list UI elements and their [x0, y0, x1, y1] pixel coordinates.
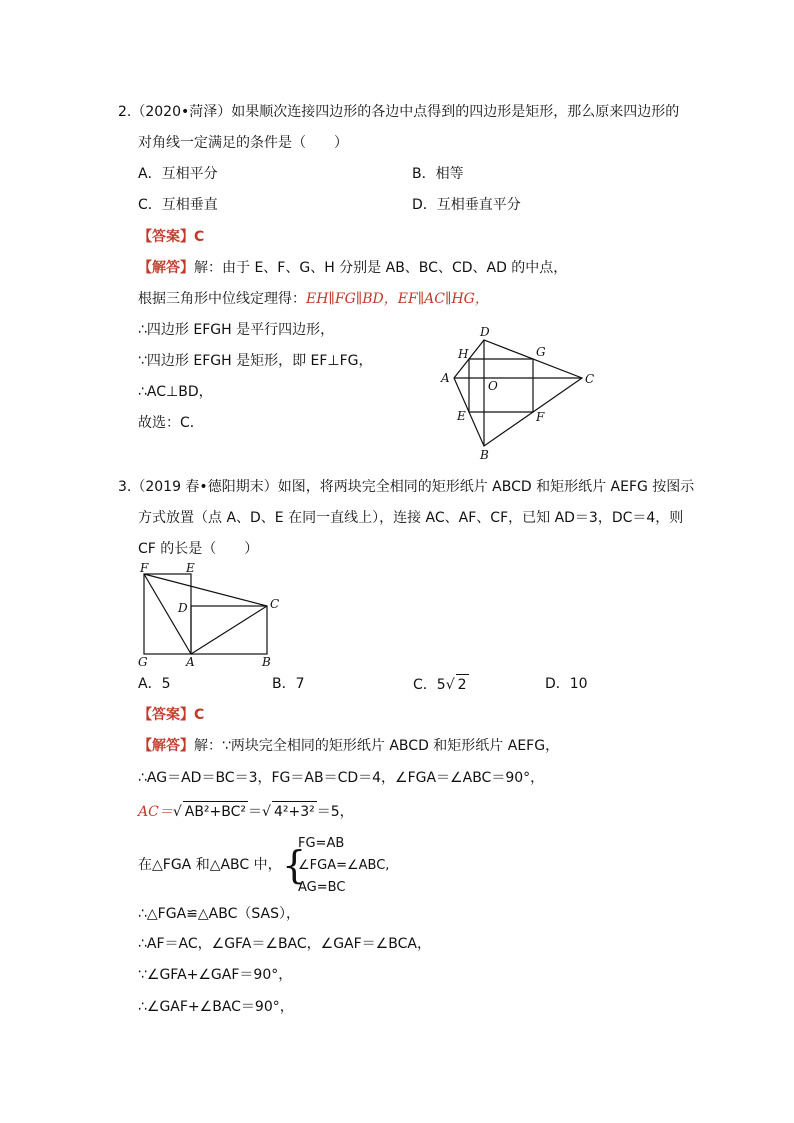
- q2-answer-value: C: [194, 229, 205, 245]
- q3-solution-line3: [138, 801, 354, 822]
- q3-option-d: D．10: [545, 676, 588, 692]
- q2-quad-abcd: [454, 340, 582, 446]
- q3-solution-line8: ∴∠GAF+∠BAC＝90°，: [138, 999, 294, 1015]
- q2-option-c: C．互相垂直: [138, 197, 218, 213]
- q2-label-h: H: [458, 347, 469, 361]
- q2-option-a: A．互相平分: [138, 166, 218, 182]
- q3-solution-line6: ∴AF＝AC，∠GFA＝∠BAC，∠GAF＝∠BCA，: [138, 936, 431, 952]
- q3-option-c-radicand: 2: [456, 674, 469, 695]
- sqrt-symbol: √: [172, 804, 182, 820]
- q3-ac-post: ＝5，: [316, 804, 354, 820]
- q2-figure: [430, 318, 610, 466]
- q3-stem-line2: 方式放置（点 A、D、E 在同一直线上），连接 AC、AF、CF，已知 AD＝3，DC＝4，则: [138, 510, 684, 526]
- q3-solution-line7: ∵∠GFA+∠GAF＝90°，: [138, 967, 293, 983]
- q2-solution-line6: 故选：C．: [138, 415, 204, 431]
- sqrt-symbol: √: [445, 677, 455, 693]
- q3-ac-mid: ＝: [248, 804, 263, 820]
- q2-solution-text1: 解：由于 E、F、G、H 分别是 AB、BC、CD、AD 的中点，: [194, 260, 568, 276]
- q3-option-c: [413, 674, 469, 695]
- q2-rect-efgh: [469, 359, 533, 412]
- q2-label-c: C: [585, 372, 595, 386]
- q3-answer: [138, 705, 204, 725]
- q3-solution-line2: ∴AG＝AD＝BC＝3，FG＝AB＝CD＝4，∠FGA＝∠ABC＝90°，: [138, 770, 545, 786]
- q2-label-o: O: [488, 379, 498, 393]
- q2-solution-line4: ∵四边形 EFGH 是矩形，即 EF⊥FG，: [138, 353, 373, 369]
- q2-label-f: F: [536, 410, 545, 424]
- q3-brace-line1: FG=AB: [298, 836, 345, 851]
- q2-solution-line1: [138, 258, 567, 278]
- q2-option-d: D．互相垂直平分: [412, 197, 521, 213]
- q3-stem-line3: CF 的长是（ ）: [138, 541, 259, 557]
- q3-answer-label: 【答案】: [138, 707, 194, 723]
- q3-label-c: C: [270, 597, 280, 611]
- q3-ac-pre: AC＝: [138, 804, 173, 820]
- q3-radicand-1: AB²+BC²: [183, 801, 248, 822]
- q3-solution-line1: [138, 736, 559, 756]
- q2-option-b: B．相等: [412, 166, 464, 182]
- q3-option-a: A．5: [138, 676, 171, 692]
- q2-label-a: A: [441, 371, 450, 385]
- q3-solution-text1: 解：∵两块完全相同的矩形纸片 ABCD 和矩形纸片 AEFG，: [194, 738, 560, 754]
- q2-label-d: D: [480, 325, 490, 339]
- q3-explain-label: 【解答】: [138, 738, 194, 754]
- brace-icon: {: [282, 843, 307, 887]
- q2-label-g: G: [536, 345, 546, 359]
- q2-solution-text2-pre: 根据三角形中位线定理得：: [138, 291, 306, 307]
- q3-label-f: F: [140, 561, 149, 575]
- q3-option-b: B．7: [272, 676, 305, 692]
- q3-radicand-2: 4²+3²: [272, 801, 317, 822]
- sqrt-symbol: √: [262, 804, 271, 820]
- q3-stem-line1: 3.（2019 春•德阳期末）如图，将两块完全相同的矩形纸片 ABCD 和矩形纸片 AEFG 按图示: [118, 479, 695, 495]
- q3-segment-cf: [144, 574, 267, 606]
- q2-explain-label: 【解答】: [138, 260, 194, 276]
- q3-figure: [132, 560, 292, 670]
- q3-brace-line3: AG=BC: [298, 880, 346, 895]
- q2-solution-text2-math: EH∥FG∥BD，EF∥AC∥HG，: [306, 291, 489, 307]
- q3-solution-line5: ∴△FGA≌△ABC（SAS），: [138, 906, 300, 922]
- q3-label-e: E: [186, 561, 195, 575]
- q3-segment-ac: [191, 606, 267, 654]
- q2-answer: [138, 227, 204, 247]
- q3-label-a: A: [186, 655, 195, 669]
- q3-label-b: B: [262, 655, 271, 669]
- q2-solution-line3: ∴四边形 EFGH 是平行四边形，: [138, 322, 335, 338]
- q3-label-g: G: [138, 655, 148, 669]
- q2-solution-line5: ∴AC⊥BD，: [138, 384, 213, 400]
- q3-answer-value: C: [194, 707, 205, 723]
- q2-label-b: B: [480, 448, 489, 462]
- q3-brace-line2: ∠FGA=∠ABC,: [298, 858, 390, 873]
- q2-label-e: E: [457, 409, 466, 423]
- q3-label-d: D: [178, 601, 188, 615]
- q3-option-c-pre: C．5: [413, 677, 446, 693]
- q2-stem-line2: 对角线一定满足的条件是（ ）: [138, 135, 348, 151]
- q2-solution-line2: [138, 289, 489, 309]
- q2-answer-label: 【答案】: [138, 229, 194, 245]
- q2-stem-line1: 2.（2020•菏泽）如果顺次连接四边形的各边中点得到的四边形是矩形，那么原来四边形的: [118, 104, 680, 120]
- q3-solution-line4-pre: 在△FGA 和△ABC 中，: [138, 857, 282, 873]
